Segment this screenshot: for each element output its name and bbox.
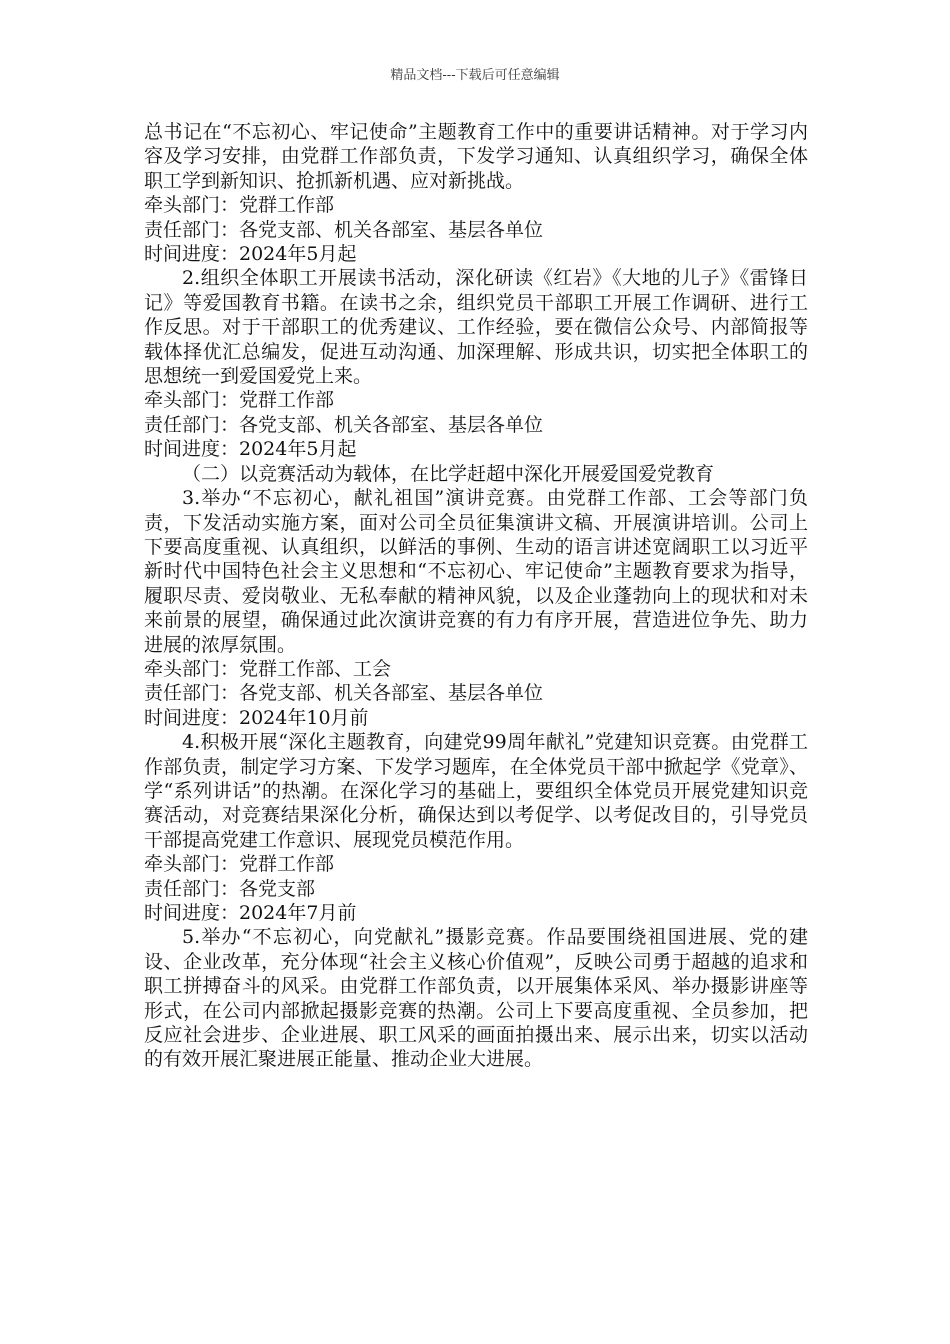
schedule: 时间进度：2024年5月起 (144, 438, 357, 461)
lead-department: 牵头部门：党群工作部、工会 (144, 657, 392, 680)
item-paragraph: 5.举办“不忘初心，向党献礼”摄影竞赛。作品要围绕祖国进展、党的建设、企业改革，充分体现“社会主义核心价值观”，反映公司勇于超越的追求和职工拼搏奋斗的风采。由党群工作部负责，以开展集体采风、举办摄影讲座等形式，在公司内部掀起摄影竞赛的热潮。公司上下要高度重视、全员参加，把反应社会进步、企业进展、职工风采的画面拍摄出来、展示出来，切实以活动的有效开展汇聚进展正能量、推动企业大进展。 (144, 926, 808, 1071)
section-heading: （二）以竞赛活动为载体，在比学赶超中深化开展爱国爱党教育 (182, 462, 715, 485)
lead-department: 牵头部门：党群工作部 (144, 389, 335, 412)
responsible-department: 责任部门：各党支部 (144, 877, 316, 900)
lead-department: 牵头部门：党群工作部 (144, 194, 335, 217)
schedule: 时间进度：2024年7月前 (144, 902, 357, 924)
responsible-department: 责任部门：各党支部、机关各部室、基层各单位 (144, 682, 544, 705)
item-paragraph: 3.举办“不忘初心，献礼祖国”演讲竞赛。由党群工作部、工会等部门负责，下发活动实施方案，面对公司全员征集演讲文稿、开展演讲培训。公司上下要高度重视、认真组织，以鲜活的事例、生动的语言讲述宽阔职工以习近平新时代中国特色社会主义思想和“不忘初心、牢记使命”主题教育要求为指导，履职尽责、爱岗敬业、无私奉献的精神风貌，以及企业蓬勃向上的现状和对未来前景的展望，确保通过此次演讲竞赛的有力有序开展，营造进位争先、助力进展的浓厚氛围。 (144, 487, 808, 656)
document-body (144, 120, 808, 1072)
page-header: 精品文档---下载后可任意编辑 (390, 68, 560, 83)
responsible-department: 责任部门：各党支部、机关各部室、基层各单位 (144, 413, 544, 436)
item-paragraph: 2.组织全体职工开展读书活动，深化研读《红岩》《大地的儿子》《雷锋日记》等爱国教育书籍。在读书之余，组织党员干部职工开展工作调研、进行工作反思。对于干部职工的优秀建议、工作经验，要在微信公众号、内部简报等载体择优汇总编发，促进互动沟通、加深理解、形成共识，切实把全体职工的思想统一到爱国爱党上来。 (144, 267, 808, 388)
item-paragraph: 4.积极开展“深化主题教育，向建党99周年献礼”党建知识竞赛。由党群工作部负责，制定学习方案、下发学习题库，在全体党员干部中掀起学《党章》、学“系列讲话”的热潮。在深化学习的基础上，要组织全体党员开展党建知识竞赛活动，对竞赛结果深化分析，确保达到以考促学、以考促改目的，引导党员干部提高党建工作意识、展现党员模范作用。 (144, 731, 808, 851)
schedule: 时间进度：2024年10月前 (144, 706, 369, 729)
paragraph-continuation: 总书记在“不忘初心、牢记使命”主题教育工作中的重要讲话精神。对于学习内容及学习安排，由党群工作部负责，下发学习通知、认真组织学习，确保全体职工学到新知识、抢抓新机遇、应对新挑战。 (144, 121, 808, 192)
schedule: 时间进度：2024年5月起 (144, 243, 357, 266)
lead-department: 牵头部门：党群工作部 (144, 853, 335, 876)
responsible-department: 责任部门：各党支部、机关各部室、基层各单位 (144, 218, 544, 241)
